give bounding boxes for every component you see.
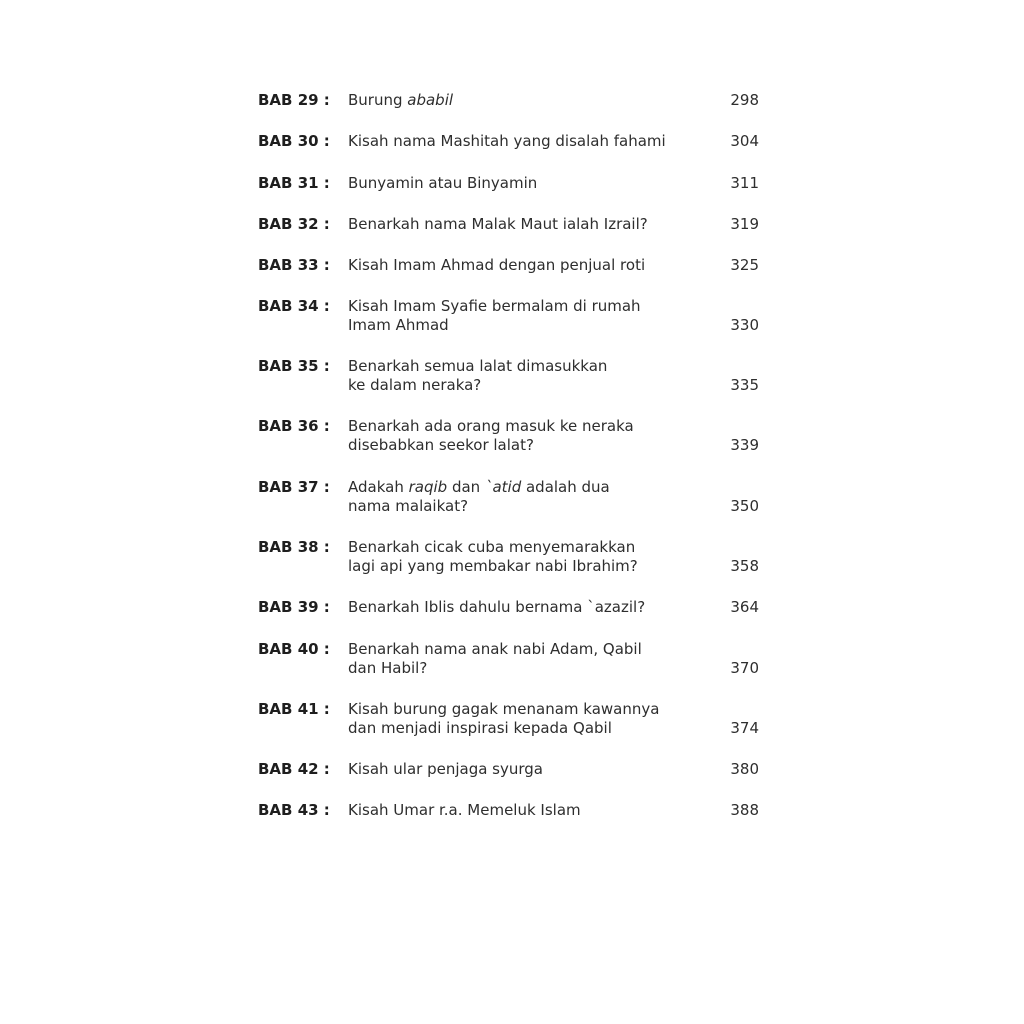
chapter-title (348, 538, 693, 576)
chapter-title-line (348, 297, 693, 316)
page-number: 350 (730, 497, 759, 515)
chapter-title-text: dan (447, 478, 485, 496)
page-number: 304 (730, 132, 759, 150)
chapter-title-text: adalah dua (521, 478, 610, 496)
chapter-title-line (348, 256, 693, 275)
chapter-title-line (348, 316, 693, 335)
chapter-title (348, 174, 693, 193)
chapter-title (348, 91, 693, 110)
chapter-title-line (348, 497, 693, 516)
page-number: 339 (730, 436, 759, 454)
chapter-label: BAB 43 : (258, 801, 330, 819)
chapter-title-line (348, 538, 693, 557)
chapter-title (348, 256, 693, 275)
chapter-title-text: Bunyamin atau Binyamin (348, 174, 538, 192)
chapter-title-text: Benarkah ada orang masuk ke neraka (348, 417, 634, 435)
chapter-title-line (348, 719, 693, 738)
chapter-label: BAB 33 : (258, 256, 330, 274)
page-number: 370 (730, 659, 759, 677)
chapter-title-line (348, 557, 693, 576)
chapter-title-line (348, 478, 693, 497)
chapter-label: BAB 39 : (258, 598, 330, 616)
page-number: 388 (730, 801, 759, 819)
page-number: 335 (730, 376, 759, 394)
chapter-title-line (348, 436, 693, 455)
chapter-title-text: nama malaikat? (348, 497, 469, 515)
chapter-title-line (348, 417, 693, 436)
chapter-title-line (348, 357, 693, 376)
page-number: 358 (730, 557, 759, 575)
chapter-label: BAB 38 : (258, 538, 330, 556)
chapter-title-text: Kisah Imam Syafie bermalam di rumah (348, 297, 641, 315)
chapter-title-text: Benarkah nama Malak Maut ialah Izrail? (348, 215, 648, 233)
chapter-title-line (348, 640, 693, 659)
chapter-title-line (348, 132, 693, 151)
chapter-title-text: Imam Ahmad (348, 316, 449, 334)
chapter-title (348, 478, 693, 516)
page-number: 380 (730, 760, 759, 778)
chapter-label: BAB 34 : (258, 297, 330, 315)
chapter-label: BAB 36 : (258, 417, 330, 435)
chapter-title-italic-text: `atid (484, 478, 522, 496)
chapter-title-line (348, 215, 693, 234)
chapter-title (348, 760, 693, 779)
page-number: 298 (730, 91, 759, 109)
chapter-title (348, 801, 693, 820)
page-number: 374 (730, 719, 759, 737)
chapter-title-line (348, 376, 693, 395)
page-number: 330 (730, 316, 759, 334)
chapter-title-line (348, 91, 693, 110)
chapter-title-text: Benarkah semua lalat dimasukkan (348, 357, 608, 375)
chapter-title (348, 417, 693, 455)
chapter-title-text: dan menjadi inspirasi kepada Qabil (348, 719, 612, 737)
chapter-title-text: Kisah burung gagak menanam kawannya (348, 700, 660, 718)
chapter-label: BAB 35 : (258, 357, 330, 375)
chapter-title-text: Benarkah Iblis dahulu bernama `azazil? (348, 598, 646, 616)
chapter-title (348, 357, 693, 395)
chapter-title (348, 640, 693, 678)
chapter-title-text: Benarkah nama anak nabi Adam, Qabil (348, 640, 642, 658)
page-number: 325 (730, 256, 759, 274)
page-number: 364 (730, 598, 759, 616)
chapter-label: BAB 41 : (258, 700, 330, 718)
chapter-label: BAB 42 : (258, 760, 330, 778)
chapter-title-line (348, 760, 693, 779)
chapter-title-line (348, 801, 693, 820)
chapter-title-text: ke dalam neraka? (348, 376, 482, 394)
chapter-title-italic-text: raqib (408, 478, 448, 496)
chapter-title (348, 132, 693, 151)
page-number: 319 (730, 215, 759, 233)
chapter-label: BAB 32 : (258, 215, 330, 233)
chapter-title-line (348, 700, 693, 719)
chapter-title-text: lagi api yang membakar nabi Ibrahim? (348, 557, 638, 575)
chapter-title (348, 297, 693, 335)
chapter-title-text: dan Habil? (348, 659, 428, 677)
chapter-title (348, 215, 693, 234)
chapter-title-text: Kisah Umar r.a. Memeluk Islam (348, 801, 581, 819)
chapter-title-text: Kisah Imam Ahmad dengan penjual roti (348, 256, 646, 274)
chapter-title-text: Kisah nama Mashitah yang disalah fahami (348, 132, 666, 150)
chapter-title-text: Kisah ular penjaga syurga (348, 760, 543, 778)
chapter-title-text: Adakah (348, 478, 409, 496)
chapter-title-text: disebabkan seekor lalat? (348, 436, 534, 454)
page-number: 311 (730, 174, 759, 192)
chapter-title-line (348, 659, 693, 678)
chapter-title (348, 700, 693, 738)
chapter-label: BAB 31 : (258, 174, 330, 192)
chapter-title (348, 598, 693, 617)
chapter-label: BAB 30 : (258, 132, 330, 150)
chapter-title-text: Burung (348, 91, 408, 109)
chapter-title-text: Benarkah cicak cuba menyemarakkan (348, 538, 636, 556)
chapter-label: BAB 29 : (258, 91, 330, 109)
chapter-title-italic-text: ababil (407, 91, 454, 109)
chapter-label: BAB 40 : (258, 640, 330, 658)
chapter-label: BAB 37 : (258, 478, 330, 496)
chapter-title-line (348, 174, 693, 193)
chapter-title-line (348, 598, 693, 617)
